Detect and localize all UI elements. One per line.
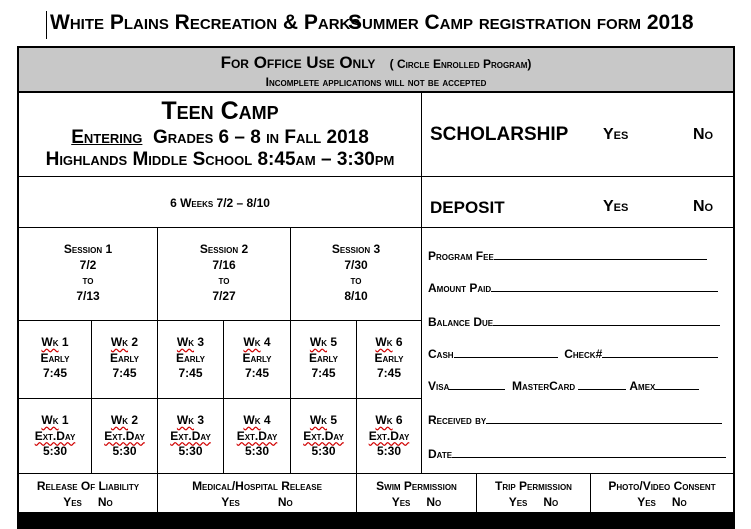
office-use-banner bbox=[19, 48, 733, 93]
early-week-3-cell[interactable]: Wk 3 Early 7:45 bbox=[158, 321, 224, 399]
incomplete-note: Incomplete applications will not be accepted bbox=[265, 75, 487, 89]
balance-due-field[interactable]: Balance Due bbox=[428, 314, 720, 329]
mastercard-line[interactable] bbox=[578, 378, 626, 390]
session-to: to bbox=[350, 273, 362, 287]
amex-line[interactable] bbox=[655, 378, 699, 390]
grades-text: Grades 6 – 8 in Fall 2018 bbox=[152, 127, 369, 148]
early-week-4-cell[interactable]: Wk 4 Early 7:45 bbox=[224, 321, 291, 399]
session-label: Session 2 bbox=[199, 242, 249, 256]
session-end: 8/10 bbox=[344, 288, 368, 303]
registration-table bbox=[17, 46, 735, 529]
ext-week-4-cell[interactable]: Wk 4 Ext.Day 5:30 bbox=[224, 399, 291, 474]
date-field[interactable]: Date bbox=[428, 446, 726, 461]
session-label: Session 1 bbox=[63, 242, 113, 256]
visa-line[interactable] bbox=[449, 378, 505, 390]
ext-week-1-cell[interactable]: Wk 1 Ext.Day 5:30 bbox=[19, 399, 92, 474]
amount-paid-line[interactable] bbox=[491, 280, 718, 292]
consent-label: Swim Permission bbox=[376, 479, 457, 493]
deposit-label: DEPOSIT bbox=[430, 198, 505, 217]
session-2-cell[interactable] bbox=[158, 228, 291, 321]
deposit-yes[interactable]: Yes bbox=[603, 198, 629, 215]
ext-week-2-cell[interactable]: Wk 2 Ext.Day 5:30 bbox=[92, 399, 158, 474]
photo-consent-cell bbox=[591, 474, 733, 513]
deposit-cell bbox=[422, 177, 733, 228]
program-fee-field[interactable]: Program Fee bbox=[428, 248, 707, 263]
early-week-1-cell[interactable]: Wk 1 Early 7:45 bbox=[19, 321, 92, 399]
weeks-cell bbox=[19, 177, 422, 228]
consent-no[interactable]: No bbox=[97, 495, 113, 509]
received-by-line[interactable] bbox=[486, 412, 722, 424]
school-hours: Highlands Middle School 8:45am – 3:30pm bbox=[45, 149, 395, 170]
session-end: 7/27 bbox=[212, 288, 236, 303]
cash-check-field[interactable]: Cash Check# bbox=[428, 346, 718, 361]
program-fee-line[interactable] bbox=[494, 248, 707, 260]
bottom-black-bar bbox=[19, 513, 733, 529]
early-week-5-cell[interactable]: Wk 5 Early 7:45 bbox=[291, 321, 357, 399]
camp-title: Teen Camp bbox=[161, 97, 279, 125]
weeks-text: 6 Weeks 7/2 – 8/10 bbox=[170, 196, 270, 210]
balance-due-line[interactable] bbox=[493, 314, 720, 326]
session-start: 7/16 bbox=[212, 257, 236, 272]
consent-no[interactable]: No bbox=[277, 495, 293, 509]
entering-label: Entering bbox=[71, 127, 143, 148]
scholarship-label: SCHOLARSHIP bbox=[430, 124, 569, 145]
consent-label: Photo/Video Consent bbox=[608, 479, 716, 493]
deposit-no[interactable]: No bbox=[693, 198, 714, 215]
page-header bbox=[0, 0, 751, 46]
ext-week-6-cell[interactable]: Wk 6 Ext.Day 5:30 bbox=[357, 399, 422, 474]
amount-paid-field[interactable]: Amount Paid bbox=[428, 280, 718, 295]
cash-line[interactable] bbox=[454, 346, 558, 358]
check-line[interactable] bbox=[602, 346, 718, 358]
medical-release-cell bbox=[158, 474, 357, 513]
received-by-field[interactable]: Received by bbox=[428, 412, 722, 427]
circle-program-note: ( Circle Enrolled Program) bbox=[389, 57, 532, 71]
release-liability-cell bbox=[19, 474, 158, 513]
scholarship-no[interactable]: No bbox=[693, 126, 714, 143]
consent-yes[interactable]: Yes bbox=[508, 495, 528, 509]
consent-no[interactable]: No bbox=[543, 495, 559, 509]
session-3-cell[interactable] bbox=[291, 228, 422, 321]
office-use-title: For Office Use Only bbox=[220, 53, 376, 72]
consent-label: Trip Permission bbox=[495, 479, 572, 493]
swim-permission-cell bbox=[357, 474, 477, 513]
session-start: 7/30 bbox=[344, 257, 368, 272]
trip-permission-cell bbox=[477, 474, 591, 513]
date-line[interactable] bbox=[452, 446, 726, 458]
scholarship-cell bbox=[422, 93, 733, 177]
text-cursor bbox=[46, 11, 47, 39]
card-field[interactable]: Visa MasterCard Amex bbox=[428, 378, 699, 393]
consent-yes[interactable]: Yes bbox=[221, 495, 240, 509]
consent-label: Medical/Hospital Release bbox=[192, 479, 322, 493]
session-to: to bbox=[82, 273, 94, 287]
session-end: 7/13 bbox=[76, 288, 100, 303]
form-title: Summer Camp registration form 2018 bbox=[348, 11, 694, 34]
early-week-6-cell[interactable]: Wk 6 Early 7:45 bbox=[357, 321, 422, 399]
consent-label: Release Of Liability bbox=[36, 479, 140, 493]
session-to: to bbox=[218, 273, 230, 287]
ext-week-5-cell[interactable]: Wk 5 Ext.Day 5:30 bbox=[291, 399, 357, 474]
consent-no[interactable]: No bbox=[671, 495, 687, 509]
session-start: 7/2 bbox=[79, 257, 97, 272]
organization-name: White Plains Recreation & Parks bbox=[50, 11, 361, 34]
early-week-2-cell[interactable]: Wk 2 Early 7:45 bbox=[92, 321, 158, 399]
consent-yes[interactable]: Yes bbox=[637, 495, 656, 509]
camp-info-cell bbox=[19, 93, 422, 177]
session-1-cell[interactable] bbox=[19, 228, 158, 321]
session-label: Session 3 bbox=[331, 242, 381, 256]
scholarship-yes[interactable]: Yes bbox=[603, 126, 629, 143]
consent-yes[interactable]: Yes bbox=[63, 495, 82, 509]
consent-yes[interactable]: Yes bbox=[391, 495, 411, 509]
ext-week-3-cell[interactable]: Wk 3 Ext.Day 5:30 bbox=[158, 399, 224, 474]
consent-no[interactable]: No bbox=[426, 495, 442, 509]
